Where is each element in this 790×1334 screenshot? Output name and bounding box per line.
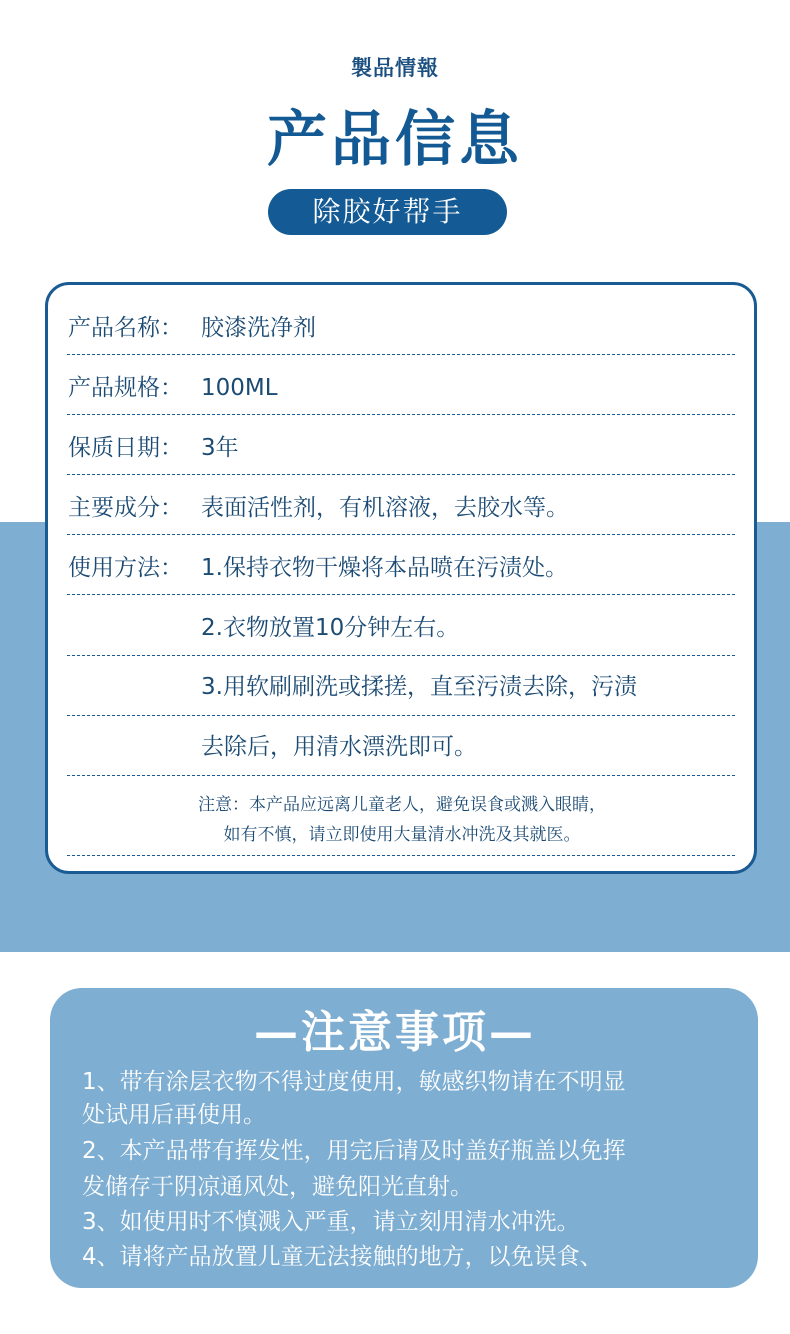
info-value: 3年 [201,435,239,461]
precaution-line: 3、如使用时不慎溅入严重，请立刻用清水冲洗。 [82,1209,580,1235]
warning-note-line: 注意：本产品应远离儿童老人，避免误食或溅入眼睛， [198,795,606,815]
divider [67,414,735,415]
info-row-ingredients [68,493,736,523]
warning-note-line: 如有不慎，请立即使用大量清水冲洗及其就医。 [223,825,581,845]
divider [67,855,735,856]
info-row-shelf-life [68,433,736,463]
info-label: 产品规格： [68,375,183,401]
divider [67,775,735,776]
info-row-usage [68,553,736,583]
precaution-line: 发储存于阴凉通风处，避免阳光直射。 [82,1174,473,1200]
page-title: 产品信息 [267,105,523,175]
divider [67,474,735,475]
info-label: 使用方法： [68,555,183,581]
info-row-spec [68,373,736,403]
product-info-card [45,282,757,874]
usage-step: 3.用软刷刷洗或揉搓，直至污渍去除，污渍 [201,674,637,700]
usage-step: 2.衣物放置10分钟左右。 [201,615,460,641]
precaution-line: 2、本产品带有挥发性，用完后请及时盖好瓶盖以免挥 [82,1138,626,1164]
info-row-name [68,313,736,343]
divider [67,354,735,355]
divider [67,715,735,716]
precaution-line: 4、请将产品放置儿童无法接触的地方，以免误食、 [82,1244,603,1270]
divider [67,594,735,595]
precautions-title: —注意事项— [254,1007,536,1058]
info-value: 胶漆洗净剂 [201,315,316,341]
divider [67,655,735,656]
precaution-line: 处试用后再使用。 [82,1102,266,1128]
section-kicker: 製品情報 [351,56,439,80]
info-value: 1.保持衣物干燥将本品喷在污渍处。 [201,555,568,581]
info-label: 主要成分： [68,495,183,521]
info-label: 产品名称： [68,315,183,341]
precaution-line: 1、带有涂层衣物不得过度使用，敏感织物请在不明显 [82,1069,626,1095]
divider [67,534,735,535]
info-value: 表面活性剂，有机溶液，去胶水等。 [201,495,569,521]
tagline-pill: 除胶好帮手 [268,189,507,235]
info-label: 保质日期： [68,435,183,461]
info-value: 100ML [201,375,278,401]
usage-step: 去除后，用清水漂洗即可。 [201,734,477,760]
